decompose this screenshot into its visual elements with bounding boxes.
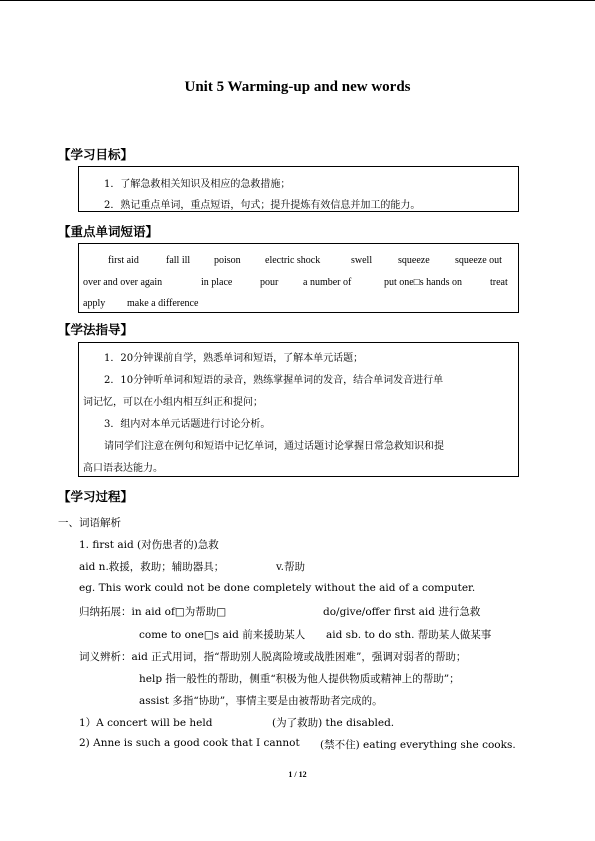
process-heading: 【学习过程】 — [58, 489, 134, 504]
objective-item: 2．熟记重点单词，重点短语，句式；提升提炼有效信息并加工的能力。 — [104, 200, 421, 211]
page-title: Unit 5 Warming-up and new words — [184, 79, 411, 95]
exercise-2-hint: (禁不住) eating everything she cooks. — [320, 739, 516, 751]
synonym-assist: assist 多指“协助”，事情主要是由被帮助者完成的。 — [139, 695, 383, 707]
method-heading: 【学法指导】 — [58, 322, 134, 337]
exercise-2: 2) Anne is such a good cook that I cannot — [79, 737, 300, 749]
item-first-aid: 1. first aid (对伤患者的)急救 — [79, 539, 219, 551]
page-number: 1 / 12 — [288, 770, 307, 779]
method-box — [78, 342, 519, 477]
word-item: fall ill — [166, 255, 191, 266]
word-item: apply — [83, 298, 106, 309]
top-rule — [0, 0, 595, 1]
objectives-heading: 【学习目标】 — [58, 147, 134, 162]
objective-item: 1．了解急救相关知识及相应的急救措施； — [104, 179, 291, 190]
key-words-heading: 【重点单词短语】 — [58, 224, 159, 239]
word-item: squeeze — [398, 255, 430, 266]
objectives-box — [78, 166, 519, 212]
synonym-aid: 词义辨析：aid 正式用词，指“帮助别人脱离险境或战胜困难”，强调对弱者的帮助； — [79, 651, 467, 663]
word-item: pour — [260, 277, 279, 288]
key-words-box — [78, 243, 519, 313]
extension-right: do/give/offer first aid 进行急救 — [323, 606, 481, 618]
method-line: 高口语表达能力。 — [83, 463, 163, 474]
word-item: squeeze out — [455, 255, 502, 266]
synonym-help: help 指一般性的帮助，侧重“积极为他人提供物质或精神上的帮助”； — [139, 673, 460, 685]
word-item: put one□s hands on — [384, 277, 462, 288]
word-item: swell — [351, 255, 373, 266]
method-line: 1．20分钟课前自学，熟悉单词和短语，了解本单元话题； — [104, 353, 364, 364]
example-sentence: eg. This work could not be done completely without the aid of a computer. — [79, 582, 476, 594]
word-item: in place — [201, 277, 233, 288]
word-item: poison — [214, 255, 241, 266]
aid-definition: aid n.救援，救助；辅助器具； — [79, 561, 225, 573]
word-item: first aid — [108, 255, 139, 266]
section-title: 一、词语解析 — [58, 517, 121, 529]
method-line: 词记忆，可以在小组内相互纠正和提问； — [83, 397, 263, 408]
method-line: 请同学们注意在例句和短语中记忆单词，通过话题讨论掌握日常急救知识和提 — [104, 441, 444, 452]
method-line: 3．组内对本单元话题进行讨论分析。 — [104, 419, 271, 430]
extension-line: 归纳拓展：in aid of□为帮助□ — [79, 606, 227, 618]
word-item: make a difference — [127, 298, 199, 309]
exercise-1: 1）A concert will be held — [79, 717, 213, 729]
extension-right-2: aid sb. to do sth. 帮助某人做某事 — [326, 629, 492, 641]
method-line: 2．10分钟听单词和短语的录音，熟练掌握单词的发音，结合单词发音进行单 — [104, 375, 444, 386]
exercise-1-hint: (为了救助) the disabled. — [272, 717, 395, 729]
word-item: electric shock — [265, 255, 321, 266]
extension-line-2: come to one□s aid 前来援助某人 — [139, 629, 306, 641]
aid-verb-definition: v.帮助 — [276, 561, 306, 573]
word-item: a number of — [303, 277, 352, 288]
word-item: over and over again — [83, 277, 163, 288]
word-item: treat — [490, 277, 508, 288]
